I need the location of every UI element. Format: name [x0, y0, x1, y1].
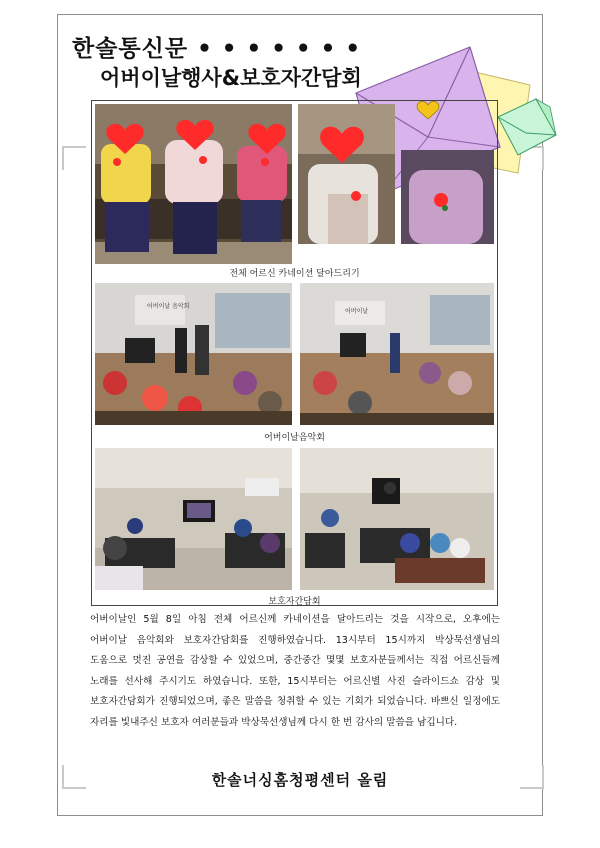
article-body: 어버이날인 5월 8일 아침 전체 어르신께 카네이션을 달아드리는 것을 시작으로, 오후에는 어버이날 음악회와 보호자간담회를 진행하였습니다. 13시부터 15시까지 박상묵선생님의 도움으로 멋진 공연을 감상할 수 있었으며, 중간중간 몇몇 보호자분들께서는 직접 어르신들께 노래를 선사해 주시기도 하였습니다. 또한, 15시부터는 어르신별 사진 슬라이드쇼 감상 및 보호자간담회가 진행되었으며, 좋은 말씀을 청취할 수 있는 기회가 되었습니다. 바쁘신 일정에도 자리를 빛내주신 보호자 여러분들과 박상묵선생님께 다시 한 번 감사의 말씀을 남깁니다.	[90, 614, 500, 728]
signature: 한솔너싱홈청평센터 올림	[211, 771, 389, 789]
caption-meeting: 보호자간담회	[268, 597, 321, 607]
newsletter-title: 한솔통신문 • • • • • • •	[72, 36, 362, 62]
wall-sign: 어버이날	[345, 308, 369, 315]
caption-concert: 어버이날음악회	[264, 433, 325, 443]
event-title: 어버이날행사&보호자간담회	[100, 66, 362, 90]
corner-mark	[62, 146, 86, 170]
photo-carnation-closeup	[401, 150, 494, 244]
photo-carnation-group	[95, 104, 292, 264]
photo-meeting-left	[95, 448, 292, 590]
caption-carnation: 전체 어르신 카네이션 달아드리기	[229, 269, 360, 279]
photo-concert-right	[300, 283, 494, 425]
photo-meeting-right	[300, 448, 494, 590]
wall-sign: 어버이날 음악회	[147, 303, 190, 310]
photo-concert-left	[95, 283, 292, 425]
photo-carnation-single	[298, 104, 395, 244]
